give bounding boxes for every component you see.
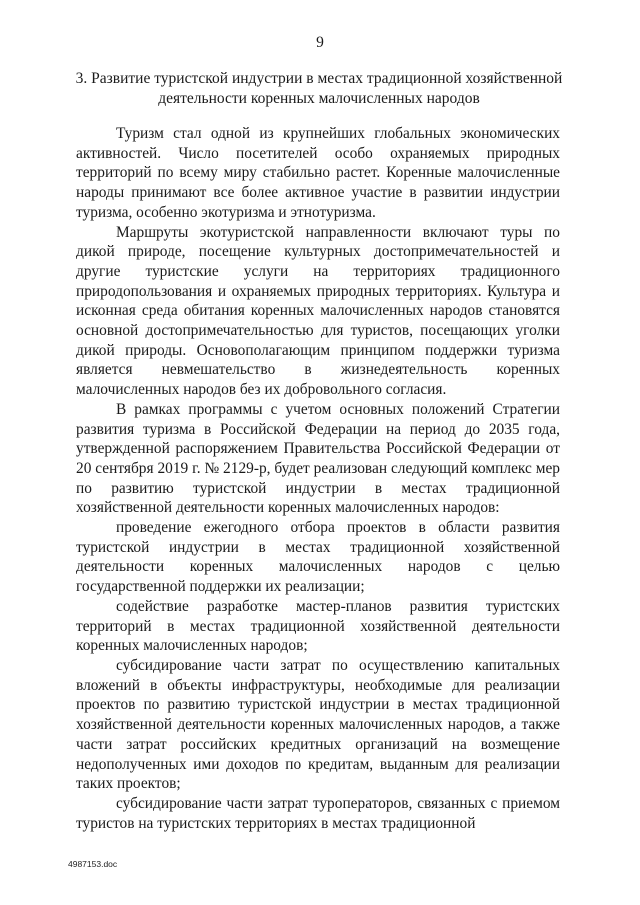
list-item-infrastructure-subsidy: субсидирование части затрат по осуществлению капитальных вложений в объекты инфраструктуры, необходимые для реализации проектов по развитию туристской индустрии в местах традиционной хозяйственной деятельности коренных малочисленных народов, а также части затрат российских кредитных организаций на возмещение недополученных ими доходов по кредитам, выданным для реализации таких проектов;	[76, 656, 560, 793]
footer-document-code: 4987153.doc	[68, 859, 118, 869]
page-number: 9	[316, 34, 324, 51]
section-title: 3. Развитие туристской индустрии в местах традиционной хозяйственной деятельности коренных малочисленных народов	[75, 70, 563, 107]
list-item-master-plans: содействие разработке мастер-планов развития туристских территорий в местах традиционной хозяйственной деятельности коренных малочисленных народов;	[76, 597, 560, 655]
paragraph-program-measures: В рамках программы с учетом основных положений Стратегии развития туризма в Российской Федерации на период до 2035 года, утвержденной распоряжением Правительства Российской Федерации от 20 сентября 2019 г. № 2129-р, будет реализован следующий комплекс мер по развитию туристской индустрии в местах традиционной хозяйственной деятельности коренных малочисленных народов:	[76, 400, 560, 517]
list-item-project-selection: проведение ежегодного отбора проектов в области развития туристской индустрии в местах традиционной хозяйственной деятельности коренных малочисленных народов с целью государственной поддержки их реализации;	[76, 519, 560, 596]
paragraph-tourism-intro: Туризм стал одной из крупнейших глобальных экономических активностей. Число посетителей особо охраняемых природных территорий по всему миру стабильно растет. Коренные малочисленные народы принимают все более активное участие в развитии индустрии туризма, особенно экотуризма и этнотуризма.	[76, 125, 560, 221]
paragraph-eco-routes: Маршруты экотуристской направленности включают туры по дикой природе, посещение культурных достопримечательностей и другие туристские услуги на территориях традиционного природопользования и охраняемых природных территориях. Культура и исконная среда обитания коренных малочисленных народов становятся основной достопримечательностью для туристов, посещающих уголки дикой природы. Основополагающим принципом поддержки туризма является невмешательство в жизнедеятельность коренных малочисленных народов без их добровольного согласия.	[76, 223, 560, 399]
list-item-tour-operator-subsidy: субсидирование части затрат туроператоров, связанных с приемом туристов на туристских территориях в местах традиционной	[76, 794, 560, 832]
document-body	[76, 124, 560, 833]
